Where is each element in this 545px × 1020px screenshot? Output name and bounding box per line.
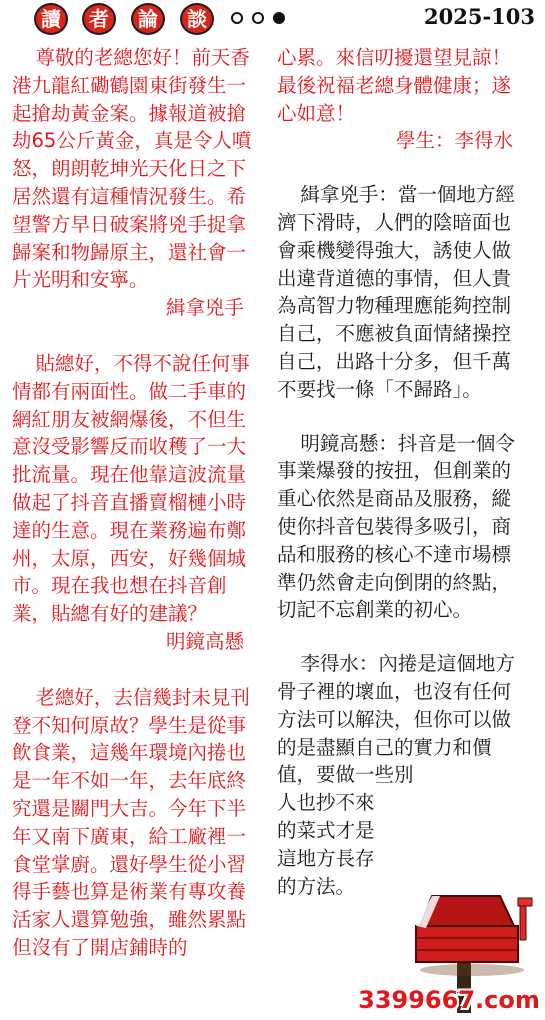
title-badge-3: 論 — [131, 3, 165, 35]
left-column — [12, 44, 258, 962]
letter-student-continued: 心累。來信叨擾還望見諒！最後祝福老總身體健康；遂心如意！ — [277, 46, 512, 125]
issue-number: 2025-103 — [424, 4, 535, 29]
reply-business: 明鏡高懸：抖音是一個令事業爆發的按扭，但創業的重心依然是商品及服務，縱使你抖音包裝得多吸引，商品和服務的核心不達市場標準仍然會走向倒閉的終點，切記不忘創業的初心。 — [277, 431, 515, 622]
dot-icon — [273, 12, 285, 24]
letter-robbery-signature: 緝拿兇手 — [165, 296, 244, 320]
letter-student: 老總好，去信幾封未見刊登不知何原故？學生是從事飲食業，這幾年環境內捲也是一年不如一年，去年底終究還是關門大吉。今年下半年又南下廣東，給工廠裡一食堂掌廚。還好學生從小習得手藝也算是術業有專攻養活家人還算勉強，雖然累點但沒有了開店鋪時的 — [12, 685, 250, 959]
site-watermark: 3399667.com — [358, 986, 540, 1014]
reply-student-line: 的菜式才是 — [277, 818, 375, 842]
title-badge-1: 讀 — [34, 3, 68, 35]
right-column — [277, 44, 527, 900]
dot-icon — [252, 12, 264, 24]
letter-student-signature: 學生：李得水 — [395, 129, 513, 153]
letter-robbery: 尊敬的老總您好！前天香港九龍紅磡鶴園東街發生一起搶劫黃金案。據報道被搶劫65公斤黃金，真是令人噴怒，朗朗乾坤光天化日之下居然還有這種情況發生。希望警方早日破案將兇手捉拿歸案和物歸原主，還社會一片光明和安寧。 — [12, 46, 252, 292]
reply-robbery: 緝拿兇手：當一個地方經濟下滑時，人們的陰暗面也會乘機變得強大，誘使人做出違背道德的事情，但人貴為高智力物種理應能夠控制自己，不應被負面情緒操控自己，出路十分多，但千萬不要找一條「不歸路」。 — [277, 183, 515, 401]
reply-student: 李得水：內捲是這個地方骨子裡的壞血，也沒有任何方法可以解決，但你可以做的是盡顯自己的實力和價值，要做一些別 — [277, 652, 515, 787]
reply-student-line: 人也抄不來 — [277, 791, 375, 815]
title-badge-4: 談 — [180, 3, 214, 35]
column-header — [0, 0, 545, 38]
dot-icon — [231, 12, 243, 24]
title-badge-2: 者 — [82, 3, 116, 35]
reply-student-line: 的方法。 — [277, 874, 356, 898]
letter-business: 貼總好，不得不說任何事情都有兩面性。做二手車的網紅朋友被網爆後，不但生意沒受影響反而收穫了一大批流量。現在他靠這波流量做起了抖音直播賣榴槤小時達的生意。現在業務遍布鄭州，太原，西安，好幾個城市。現在我也想在抖音創業，貼總有好的建議？ — [12, 351, 250, 626]
reply-student-line: 這地方長存 — [277, 846, 375, 870]
letter-business-signature: 明鏡高懸 — [165, 629, 244, 653]
